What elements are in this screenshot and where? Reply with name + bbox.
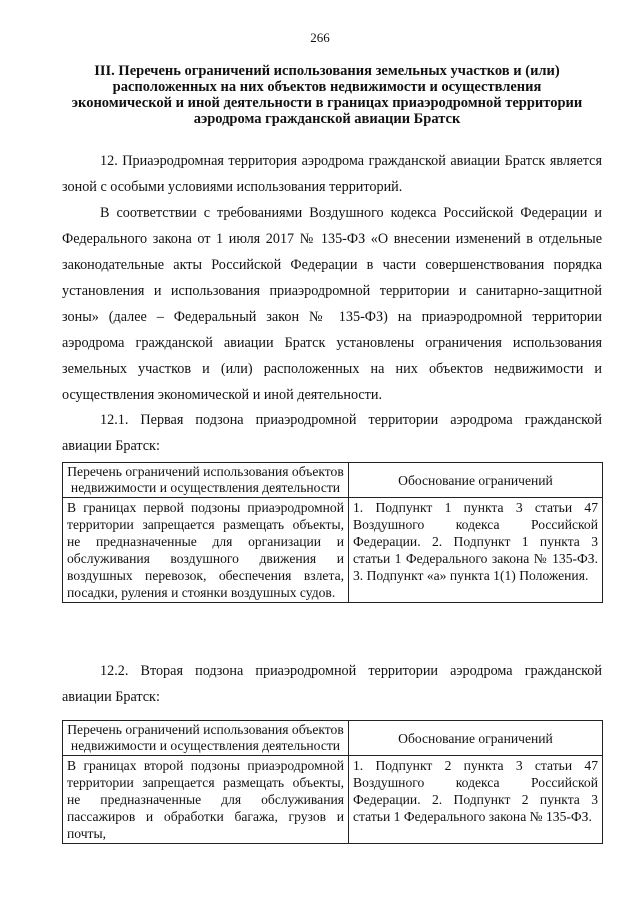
heading-line: III. Перечень ограничений использования земельных участков и (или) [94,63,560,79]
section-heading [62,63,592,127]
paragraph-12-2: 12.2. Вторая подзона приаэродромной территории аэродрома гражданской авиации Братск: [62,663,602,705]
table-header-row [63,721,603,756]
restrictions-table-subzone-2 [62,720,603,844]
table-header-restrictions: Перечень ограничений использования объектов недвижимости и осуществления деятельности [63,463,349,498]
table-header-justification: Обоснование ограничений [349,721,603,756]
table-cell-restriction: В границах второй подзоны приаэродромной территории запрещается размещать объекты, не предназначенные для обслуживания пассажиров и обработки багажа, грузов и почты, [63,756,349,844]
paragraph-12: 12. Приаэродромная территория аэродрома гражданской авиации Братск является зоной с особыми условиями использования территорий. [62,153,602,195]
table-header-restrictions: Перечень ограничений использования объектов недвижимости и осуществления деятельности [63,721,349,756]
table-row [63,498,603,603]
table-row [63,756,603,844]
page-number: 266 [310,30,330,45]
table-cell-justification: 1. Подпункт 2 пункта 3 статьи 47 Воздушного кодекса Российской Федерации. 2. Подпункт 2 пункта 3 статьи 1 Федерального закона № 135-ФЗ. [349,756,603,844]
heading-line: аэродрома гражданской авиации Братск [193,111,461,127]
heading-line: расположенных на них объектов недвижимости и осуществления [112,79,542,95]
heading-line: экономической и иной деятельности в границах приаэродромной территории [71,95,583,111]
table-header-justification: Обоснование ограничений [349,463,603,498]
table-cell-justification: 1. Подпункт 1 пункта 3 статьи 47 Воздушного кодекса Российской Федерации. 2. Подпункт 1 пункта 3 статьи 1 Федерального закона № 135-ФЗ. 3. Подпункт «а» пункта 1(1) Положения. [349,498,603,603]
paragraph-legal-basis: В соответствии с требованиями Воздушного кодекса Российской Федерации и Федерального закона от 1 июля 2017 № 135-ФЗ «О внесении изменений в отдельные законодательные акты Российской Федерации в части совершенствования порядка установления и использования приаэродромной территории и санитарно-защитной зоны» (далее – Федеральный закон № 135-ФЗ) на приаэродромной территории аэродрома гражданской авиации Братск установлены ограничения использования земельных участков и (или) расположенных на них объектов недвижимости и осуществления экономической и иной деятельности. [62,205,602,403]
paragraph-12-1: 12.1. Первая подзона приаэродромной территории аэродрома гражданской авиации Братск: [62,412,602,454]
table-header-row [63,463,603,498]
restrictions-table-subzone-1 [62,462,603,603]
table-cell-restriction: В границах первой подзоны приаэродромной территории запрещается размещать объекты, не предназначенные для организации и обслуживания воздушного движения и воздушных перевозок, обеспечения взлета, посадки, руления и стоянки воздушных судов. [63,498,349,603]
